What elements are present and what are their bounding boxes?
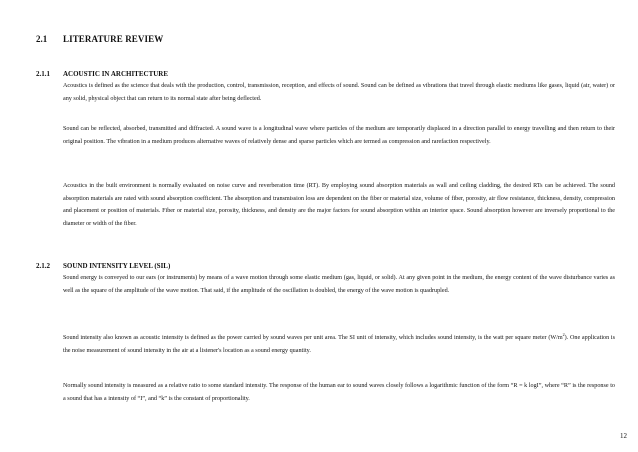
subsection-title: ACOUSTIC IN ARCHITECTURE	[63, 70, 169, 78]
paragraph-text: ). One application is the noise measurement of sound intensity in the air at a listener's location as a sound energy quantity.	[63, 335, 615, 354]
paragraph: Acoustics is defined as the science that deals with the production, control, transmission, reception, and effects of sound. Sound can be defined as vibrations that travel through elastic mediums like gases, liquid (air, water) or any solid, physical object that can return to its normal state after being deflected.	[63, 83, 615, 102]
paragraph: Sound can be reflected, absorbed, transmitted and diffracted. A sound wave is a longitudinal wave where particles of the medium are temporarily displaced in a direction parallel to energy travelling and then return to their original position. The vibration in a medium produces alternative waves of relatively dense and sparse particles which are termed as compression and rarefaction respectively.	[63, 126, 615, 145]
paragraph: Acoustics in the built environment is normally evaluated on noise curve and reverberation time (RT). By employing sound absorption materials as wall and ceiling cladding, the desired RTs can be achieved. The sound absorption materials are rated with sound absorption coefficient. The absorption and transmission loss are dependent on the fiber or material size, volume of fiber, porosity, air flow resistance, thickness, density, compression and placement or position of materials. Fiber or material size, porosity, thickness, and density are the major factors for sound absorption within an interior space. Sound absorption however are inversely proportional to the diameter or width of the fiber.	[63, 183, 615, 227]
subsection-number: 2.1.2	[36, 262, 50, 270]
section-title: LITERATURE REVIEW	[63, 34, 164, 44]
subsection-number: 2.1.1	[36, 70, 50, 78]
paragraph: Sound energy is conveyed to our ears (or instruments) by means of a wave motion through some elastic medium (gas, liquid, or solid). At any given point in the medium, the energy content of the wave disturbance varies as well as the square of the amplitude of the wave motion. That said, if the amplitude of the oscillation is doubled, the energy of the wave motion is quadrupled.	[63, 275, 615, 294]
paragraph: Normally sound intensity is measured as a relative ratio to some standard intensity. The response of the human ear to sound waves closely follows a logarithmic function of the form “R = k logI”, where “R” is the response to a sound that has a intensity of “I”, and “k” is the constant of proportionality.	[63, 383, 615, 402]
paragraph-text: Sound intensity also known as acoustic intensity is defined as the power carried by sound waves per unit area. The SI unit of intensity, which includes sound intensity, is the watt per square meter (W/m	[63, 335, 563, 341]
section-number: 2.1	[36, 34, 48, 44]
subsection-title: SOUND INTENSITY LEVEL (SIL)	[63, 262, 171, 270]
paragraph	[63, 332, 615, 357]
superscript: 2	[562, 331, 565, 337]
page-number: 12	[620, 432, 627, 440]
